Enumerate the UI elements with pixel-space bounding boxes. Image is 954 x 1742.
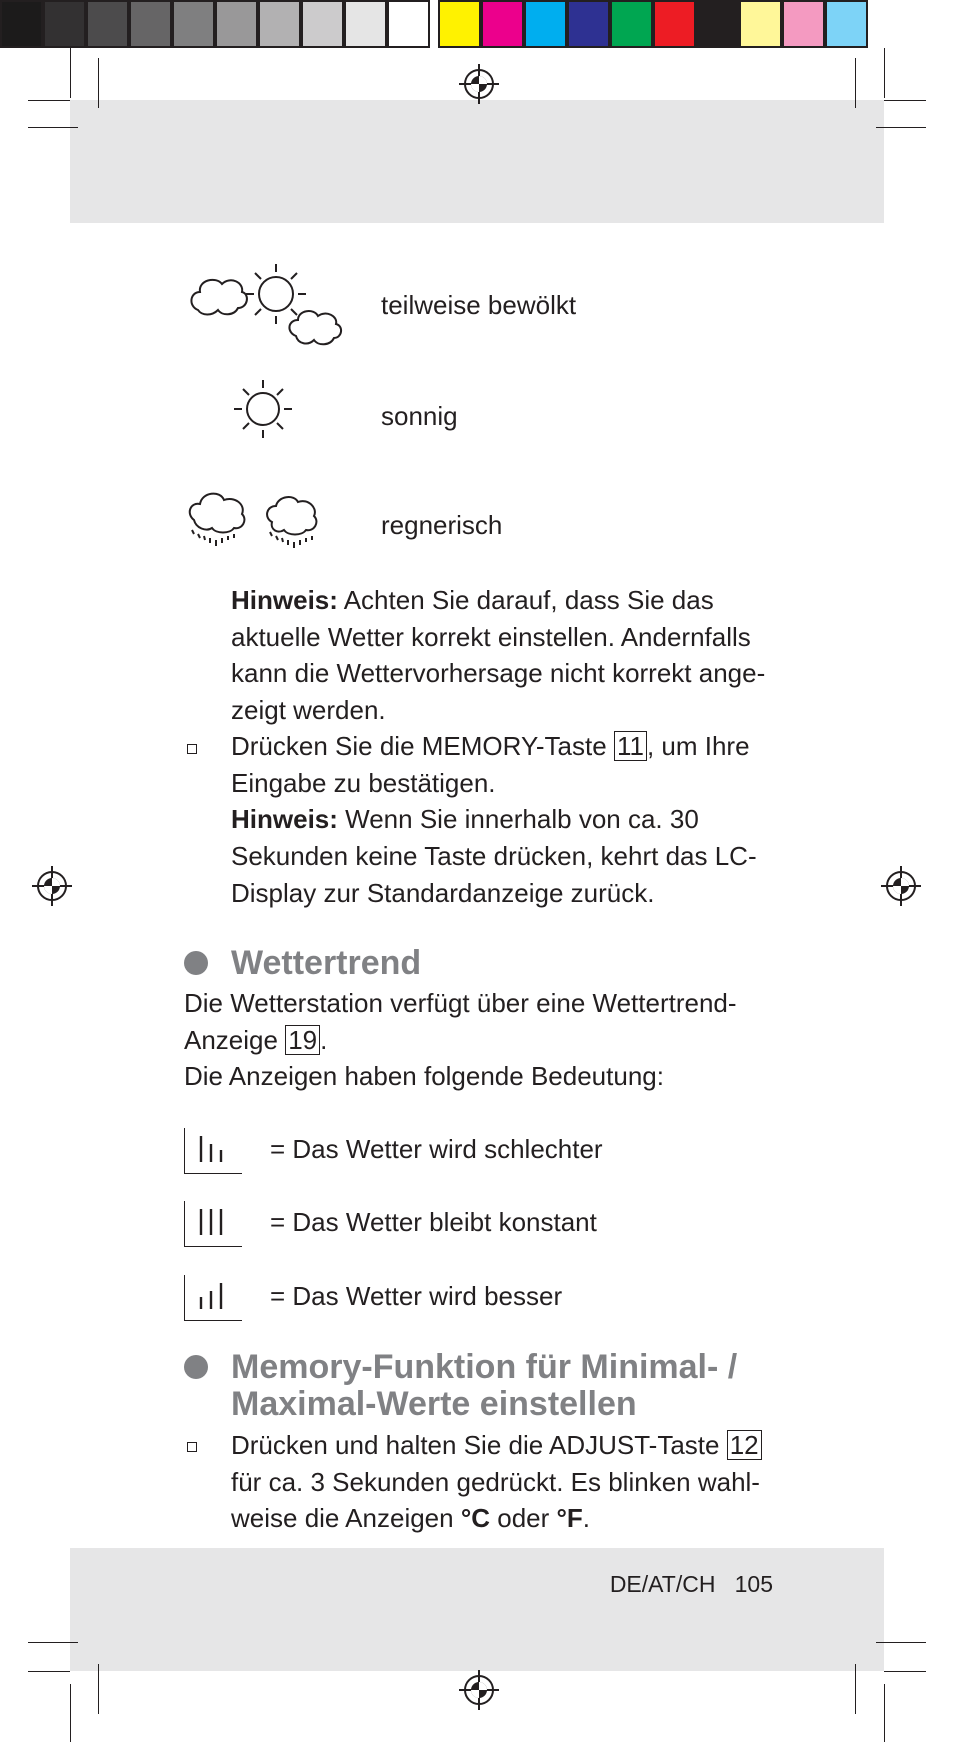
reference-number: 12	[727, 1430, 762, 1460]
weather-label: regnerisch	[381, 510, 503, 540]
partly-cloudy-icon	[186, 258, 348, 350]
heading-line: Memory-Funktion für Minimal- /	[231, 1348, 738, 1386]
intro-text: .	[320, 1024, 328, 1055]
registration-mark-icon	[459, 64, 499, 104]
color-swatch	[86, 0, 129, 48]
intro-text: Die Wetterstation verfügt über eine Wettertrend-Anzeige	[184, 988, 737, 1055]
crop-mark	[884, 48, 885, 98]
color-swatch	[825, 0, 868, 48]
color-swatch	[524, 0, 567, 48]
registration-mark-icon	[32, 866, 72, 906]
registration-mark-icon	[459, 1670, 499, 1710]
reference-number: 19	[285, 1025, 320, 1055]
unit-celsius: °C	[460, 1503, 491, 1534]
trend-better-icon	[197, 1281, 227, 1311]
crop-mark	[70, 48, 71, 98]
crop-mark	[98, 1664, 99, 1714]
color-swatch	[215, 0, 258, 48]
crop-mark	[884, 1671, 926, 1672]
crop-mark	[98, 58, 99, 108]
step-memory-confirm	[231, 728, 791, 912]
registration-mark-icon	[881, 866, 921, 906]
page-footer	[610, 1571, 773, 1598]
page-number: 105	[734, 1571, 773, 1597]
trend-constant-icon	[197, 1207, 227, 1237]
section-bullet-icon	[184, 1355, 208, 1379]
crop-mark	[876, 1642, 926, 1643]
step-adjust-hold	[231, 1427, 791, 1537]
crop-mark	[876, 127, 926, 128]
step-text: .	[582, 1503, 591, 1534]
crop-mark	[884, 100, 926, 101]
color-calibration-strip	[0, 0, 868, 48]
color-swatch	[43, 0, 86, 48]
section-bullet-icon	[184, 951, 208, 975]
step-text: Drücken Sie die MEMORY-Taste	[231, 731, 614, 761]
step-bullet-icon	[187, 1442, 197, 1452]
language-codes: DE/AT/CH	[609, 1571, 716, 1597]
header-band	[70, 100, 884, 223]
note-text: Achten Sie darauf, dass Sie das aktuelle Wetter korrekt einstellen. Andernfalls kann die Wettervorhersage nicht korrekt ange-zeigt werden.	[231, 585, 766, 726]
color-swatch	[610, 0, 653, 48]
heading-line: Maximal-Werte einstellen	[231, 1385, 637, 1423]
meaning-text: Die Anzeigen haben folgende Bedeutung:	[184, 1061, 664, 1092]
weather-label: sonnig	[381, 401, 458, 431]
step-bullet-icon	[187, 744, 197, 754]
color-swatch	[696, 0, 739, 48]
section-intro	[184, 985, 784, 1095]
color-swatch	[258, 0, 301, 48]
color-swatch	[129, 0, 172, 48]
note-text: Wenn Sie innerhalb von ca. 30 Sekunden keine Taste drücken, kehrt das LC-Display zur Standardanzeige zurück.	[231, 804, 757, 908]
color-swatch	[739, 0, 782, 48]
unit-fahrenheit: °F	[556, 1503, 583, 1534]
note-label: Hinweis:	[231, 804, 338, 835]
crop-mark	[855, 58, 856, 108]
step-text: oder	[490, 1503, 557, 1534]
color-swatch	[567, 0, 610, 48]
color-swatch	[782, 0, 825, 48]
color-swatch	[344, 0, 387, 48]
step-text: Drücken und halten Sie die ADJUST-Taste	[231, 1430, 727, 1460]
crop-mark	[28, 1671, 70, 1672]
reference-number: 11	[614, 731, 647, 761]
color-swatch	[172, 0, 215, 48]
section-heading	[231, 1349, 737, 1423]
trend-description: = Das Wetter wird besser	[270, 1281, 563, 1311]
note-label: Hinweis:	[231, 585, 338, 615]
trend-description: = Das Wetter bleibt konstant	[270, 1207, 597, 1237]
color-swatch	[481, 0, 524, 48]
crop-mark	[855, 1664, 856, 1714]
rainy-icon	[186, 486, 326, 558]
crop-mark	[70, 1684, 71, 1742]
weather-label: teilweise bewölkt	[381, 290, 577, 320]
color-swatch	[653, 0, 696, 48]
sunny-icon	[232, 378, 294, 440]
crop-mark	[28, 100, 70, 101]
color-swatch	[301, 0, 344, 48]
color-swatch	[0, 0, 43, 48]
trend-worse-icon	[197, 1134, 227, 1164]
crop-mark	[28, 1642, 78, 1643]
crop-mark	[884, 1684, 885, 1742]
trend-description: = Das Wetter wird schlechter	[270, 1134, 603, 1164]
step-text: , um Ihre Eingabe zu bestätigen.	[231, 731, 750, 798]
footer-band	[70, 1548, 884, 1671]
crop-mark	[28, 127, 78, 128]
section-heading: Wettertrend	[231, 944, 422, 982]
note-weather-setting	[231, 582, 791, 729]
step-text: für ca. 3 Sekunden gedrückt. Es blinken wahl-weise die Anzeigen	[231, 1466, 760, 1534]
color-swatch	[438, 0, 481, 48]
color-swatch	[387, 0, 430, 48]
